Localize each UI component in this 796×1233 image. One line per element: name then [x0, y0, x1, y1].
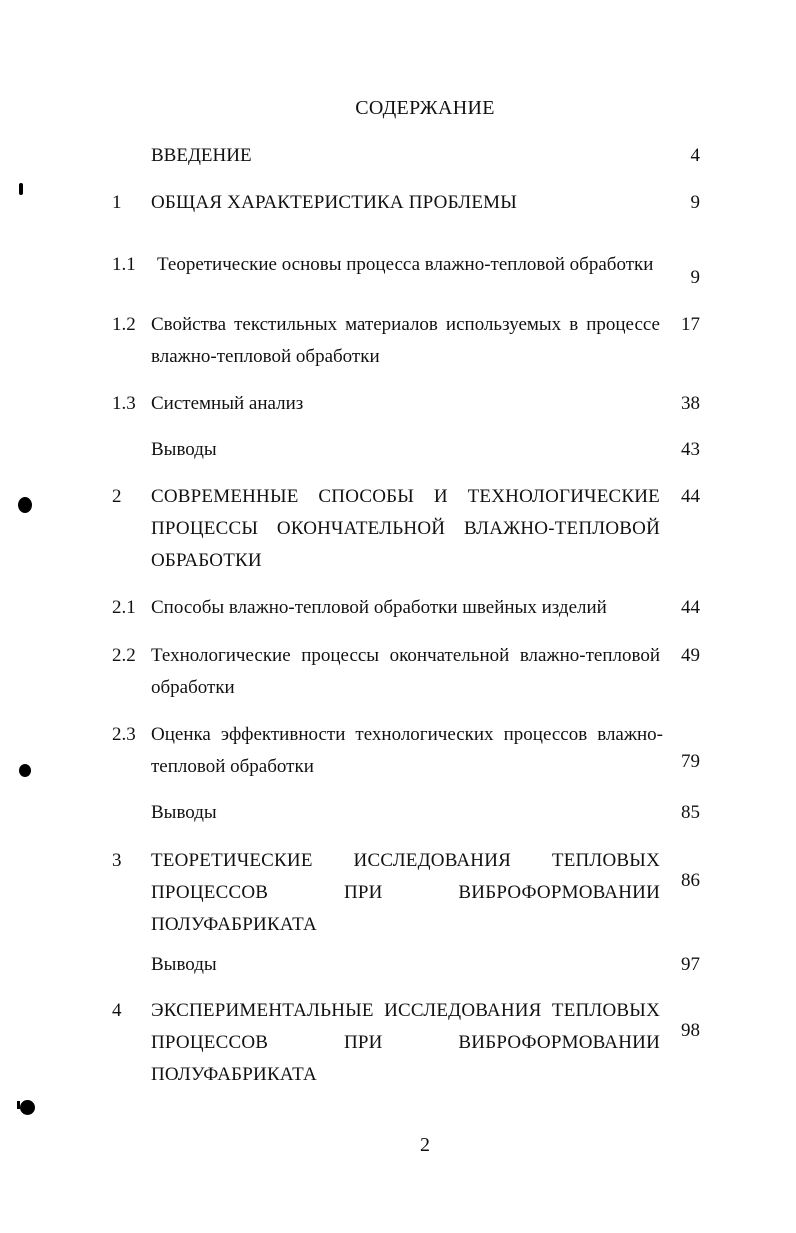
toc-entry-number: 1.1 — [112, 254, 136, 275]
toc-entry-page: 98 — [681, 1020, 700, 1041]
toc-entry-page: 9 — [690, 192, 700, 213]
toc-entry-number: 4 — [112, 1000, 122, 1021]
toc-entry-page: 97 — [681, 954, 700, 975]
toc-entry-text: Выводы — [151, 439, 217, 460]
toc-entry-page: 49 — [681, 645, 700, 666]
scan-mark — [17, 1101, 20, 1109]
toc-entry-text: Выводы — [151, 802, 217, 823]
toc-entry-number: 1 — [112, 192, 122, 213]
scan-mark — [20, 1100, 35, 1115]
toc-entry-text: ЭКСПЕРИМЕНТАЛЬНЫЕ ИССЛЕДОВАНИЯ ТЕПЛОВЫХ ПРОЦЕССОВ ПРИ ВИБРОФОРМОВАНИИ ПОЛУФАБРИКАТА — [151, 1000, 660, 1085]
toc-entry-number: 2.2 — [112, 645, 136, 666]
toc-entry-number: 1.2 — [112, 314, 136, 335]
toc-entry-number: 2.1 — [112, 597, 136, 618]
toc-entry-page: 79 — [681, 751, 700, 772]
toc-entry-number: 2.3 — [112, 724, 136, 745]
toc-entry-text: ТЕОРЕТИЧЕСКИЕ ИССЛЕДОВАНИЯ ТЕПЛОВЫХ ПРОЦЕССОВ ПРИ ВИБРОФОРМОВАНИИ ПОЛУФАБРИКАТА — [151, 850, 660, 935]
toc-entry-page: 17 — [681, 314, 700, 335]
toc-entry-page: 86 — [681, 870, 700, 891]
toc-entry-text: ВВЕДЕНИЕ — [151, 145, 252, 166]
toc-entry-page: 9 — [690, 267, 700, 288]
toc-entry-page: 4 — [690, 145, 700, 166]
toc-entry-text: Системный анализ — [151, 393, 304, 414]
toc-entry-page: 85 — [681, 802, 700, 823]
toc-entry-number: 3 — [112, 850, 122, 871]
toc-entry-page: 44 — [681, 486, 700, 507]
toc-entry-text: Выводы — [151, 954, 217, 975]
toc-entry-text: ОБЩАЯ ХАРАКТЕРИСТИКА ПРОБЛЕМЫ — [151, 192, 517, 213]
page-number: 2 — [420, 1134, 430, 1156]
toc-entry-text: Теоретические основы процесса влажно-тепловой обработки — [157, 254, 654, 275]
toc-entry-text: Способы влажно-тепловой обработки швейных изделий — [151, 597, 607, 618]
scan-mark — [18, 497, 32, 513]
toc-entry-text: СОВРЕМЕННЫЕ СПОСОБЫ И ТЕХНОЛОГИЧЕСКИЕ ПРОЦЕССЫ ОКОНЧАТЕЛЬНОЙ ВЛАЖНО-ТЕПЛОВОЙ ОБРАБОТКИ — [151, 486, 660, 571]
scan-mark — [19, 764, 31, 777]
toc-entry-number: 2 — [112, 486, 122, 507]
toc-entry-number: 1.3 — [112, 393, 136, 414]
toc-entry-text: Свойства текстильных материалов используемых в процессе влажно-тепловой обработки — [151, 314, 660, 367]
toc-entry-text: Оценка эффективности технологических процессов влажно-тепловой обработки — [151, 724, 663, 777]
page-title: СОДЕРЖАНИЕ — [355, 97, 495, 119]
toc-entry-page: 44 — [681, 597, 700, 618]
toc-entry-text: Технологические процессы окончательной влажно-тепловой обработки — [151, 645, 660, 698]
scan-mark — [19, 183, 23, 195]
toc-entry-page: 43 — [681, 439, 700, 460]
toc-entry-page: 38 — [681, 393, 700, 414]
